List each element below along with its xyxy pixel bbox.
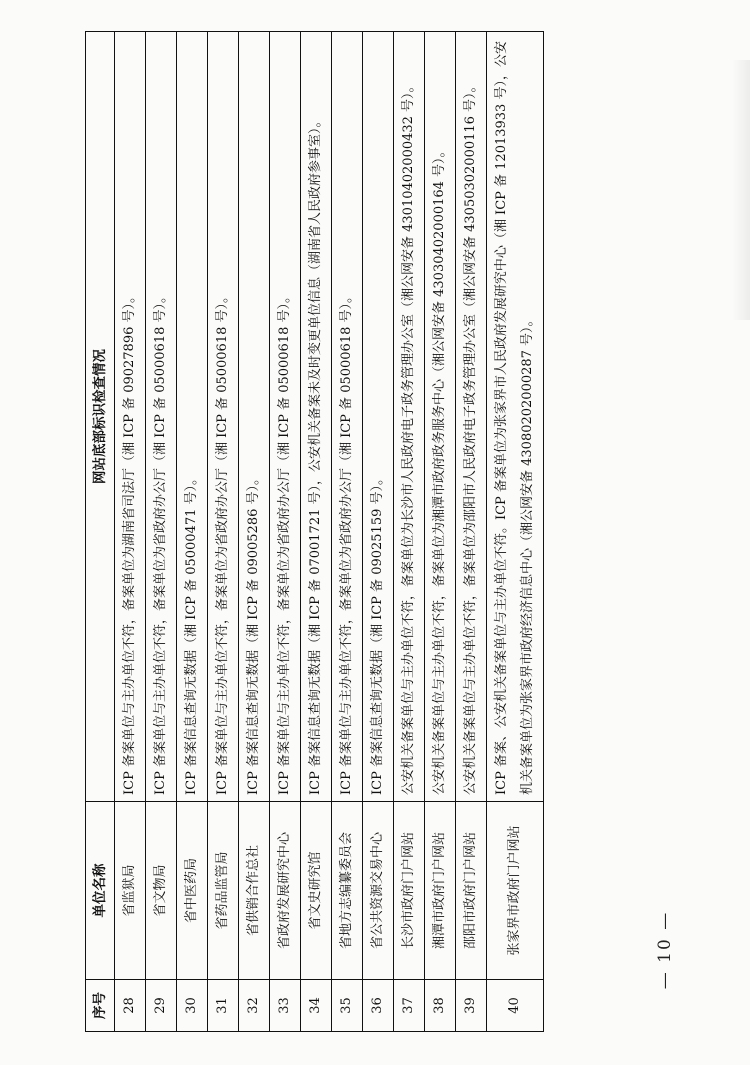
row-no: 38	[425, 980, 456, 1032]
row-status: 公安机关备案单位与主办单位不符，备案单位为长沙市人民政府电子政务管理办公室（湘公网安备 43010402000432 号）。	[394, 32, 425, 802]
row-no: 37	[394, 980, 425, 1032]
row-no: 32	[239, 980, 270, 1032]
row-no: 30	[177, 980, 208, 1032]
row-no: 36	[363, 980, 394, 1032]
table-row	[177, 32, 208, 1032]
row-status: ICP 备案、公安机关备案单位与主办单位不符。ICP 备案单位为张家界市人民政府发展研究中心（湘 ICP 备 12013933 号），公安机关备案单位为张家界市政府经济信息中心（湘公网安备 43080202000287 号）。	[487, 32, 544, 802]
table-row	[456, 32, 487, 1032]
row-unit: 省供销合作总社	[239, 802, 270, 980]
row-status: ICP 备案单位与主办单位不符，备案单位为省政府办公厅（湘 ICP 备 05000618 号）。	[332, 32, 363, 802]
row-no: 28	[115, 980, 146, 1032]
table-row	[208, 32, 239, 1032]
row-status: ICP 备案信息查询无数据（湘 ICP 备 09005286 号）。	[239, 32, 270, 802]
row-unit: 省公共资源交易中心	[363, 802, 394, 980]
row-status: ICP 备案信息查询无数据（湘 ICP 备 09025159 号）。	[363, 32, 394, 802]
page-edge-shadow	[732, 60, 750, 320]
row-unit: 省地方志编纂委员会	[332, 802, 363, 980]
row-unit: 省监狱局	[115, 802, 146, 980]
row-no: 39	[456, 980, 487, 1032]
table-row	[301, 32, 332, 1032]
header-status: 网站底部标识检查情况	[86, 32, 115, 802]
row-unit: 张家界市政府门户网站	[487, 802, 544, 980]
table-row	[394, 32, 425, 1032]
row-status: ICP 备案单位与主办单位不符，备案单位为省政府办公厅（湘 ICP 备 05000618 号）。	[146, 32, 177, 802]
table-row	[115, 32, 146, 1032]
row-unit: 长沙市政府门户网站	[394, 802, 425, 980]
table-row	[332, 32, 363, 1032]
row-unit: 省文物局	[146, 802, 177, 980]
row-status: ICP 备案信息查询无数据（湘 ICP 备 05000471 号）。	[177, 32, 208, 802]
row-unit: 省政府发展研究中心	[270, 802, 301, 980]
header-no: 序号	[86, 980, 115, 1032]
row-unit: 邵阳市政府门户网站	[456, 802, 487, 980]
table-row	[487, 32, 544, 1032]
page-number: — 10 —	[655, 910, 675, 990]
header-unit: 单位名称	[86, 802, 115, 980]
row-no: 40	[487, 980, 544, 1032]
row-status: 公安机关备案单位与主办单位不符，备案单位为邵阳市人民政府电子政务管理办公室（湘公网安备 43050302000116 号）。	[456, 32, 487, 802]
row-status: ICP 备案单位与主办单位不符，备案单位为省政府办公厅（湘 ICP 备 05000618 号）。	[208, 32, 239, 802]
row-status: ICP 备案单位与主办单位不符，备案单位为省政府办公厅（湘 ICP 备 05000618 号）。	[270, 32, 301, 802]
row-status: 公安机关备案单位与主办单位不符，备案单位为湘潭市政府政务服务中心（湘公网安备 43030402000164 号）。	[425, 32, 456, 802]
table-row	[239, 32, 270, 1032]
row-unit: 省文史研究馆	[301, 802, 332, 980]
row-no: 34	[301, 980, 332, 1032]
row-unit: 省中医药局	[177, 802, 208, 980]
rotated-table-wrapper	[85, 32, 725, 1032]
inspection-table	[85, 31, 544, 1032]
row-no: 31	[208, 980, 239, 1032]
row-status: ICP 备案信息查询无数据（湘 ICP 备 07001721 号），公安机关备案未及时变更单位信息（湖南省人民政府参事室）。	[301, 32, 332, 802]
row-no: 29	[146, 980, 177, 1032]
row-status: ICP 备案单位与主办单位不符，备案单位为湖南省司法厅（湘 ICP 备 09027896 号）。	[115, 32, 146, 802]
table-row	[363, 32, 394, 1032]
table-row	[425, 32, 456, 1032]
table-header-row	[86, 32, 115, 1032]
row-no: 35	[332, 980, 363, 1032]
row-no: 33	[270, 980, 301, 1032]
row-unit: 省药品监管局	[208, 802, 239, 980]
row-unit: 湘潭市政府门户网站	[425, 802, 456, 980]
table-row	[270, 32, 301, 1032]
table-row	[146, 32, 177, 1032]
